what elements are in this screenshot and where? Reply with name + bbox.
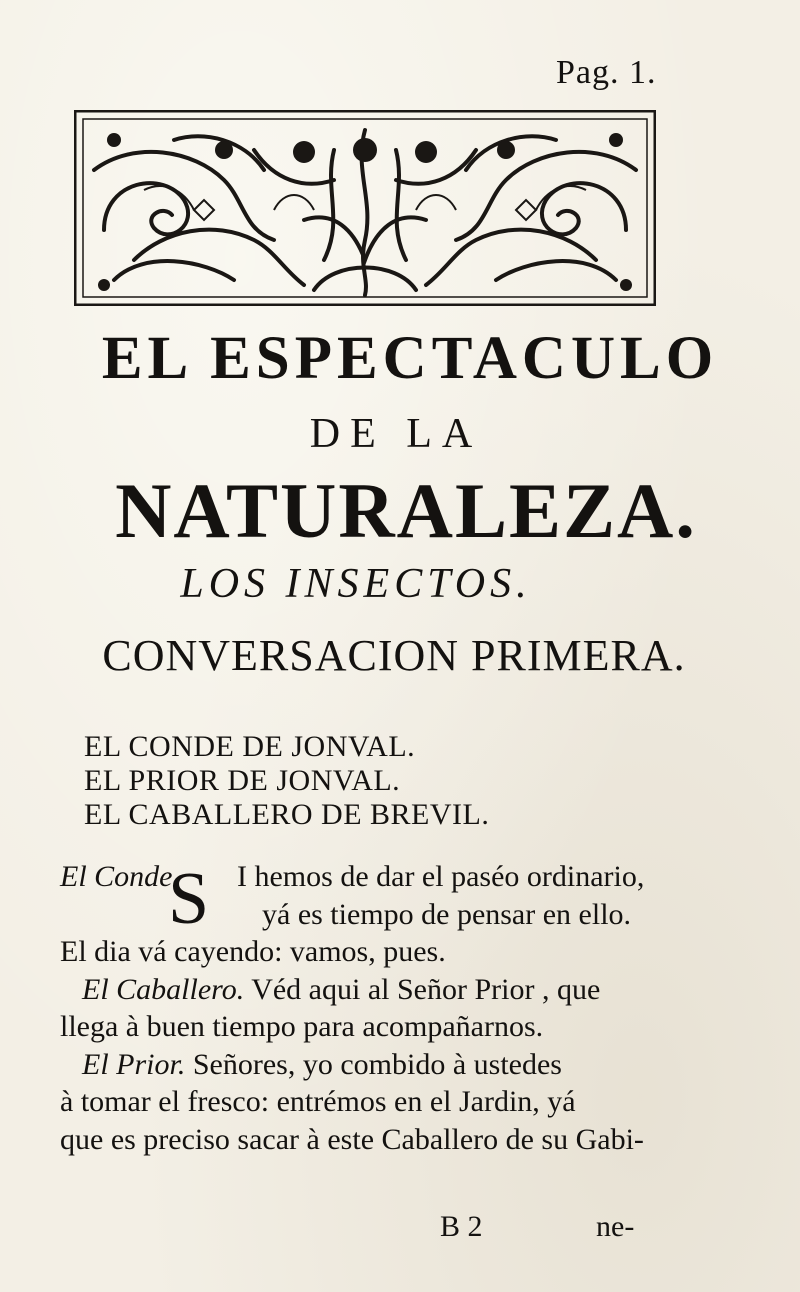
subtitle-insectos: LOS INSECTOS.	[180, 561, 532, 607]
speaker-item: EL CABALLERO DE BREVIL.	[84, 798, 490, 831]
text-line: llega à buen tiempo para acompañarnos.	[60, 1010, 544, 1043]
text-line: yá es tiempo de pensar en ello.	[262, 897, 632, 931]
speaker-list	[84, 730, 489, 832]
text-line: à tomar el fresco: entrémos en el Jardin, yá	[60, 1085, 576, 1118]
page-number: Pag. 1.	[556, 54, 657, 91]
role-caballero: El Caballero.	[82, 972, 245, 1006]
speaker-item: EL CONDE DE JONVAL.	[84, 730, 416, 763]
role-prior: El Prior.	[82, 1047, 186, 1081]
text-span: Señores, yo combido à ustedes	[192, 1047, 562, 1081]
title-line-naturaleza: NATURALEZA.	[115, 467, 697, 554]
speaker-item: EL PRIOR DE JONVAL.	[84, 764, 401, 797]
catchword: ne-	[596, 1210, 635, 1243]
dialogue-text	[60, 858, 660, 1158]
drop-cap: S	[168, 858, 210, 940]
text-line	[60, 971, 660, 1009]
text-line	[60, 1046, 660, 1084]
text-span: Véd aqui al Señor Prior , que	[251, 972, 601, 1006]
title-line-de-la: DE LA	[309, 411, 483, 457]
ornamental-headpiece	[74, 110, 656, 306]
section-heading: CONVERSACION PRIMERA.	[102, 631, 686, 680]
title-line-espectaculo: EL ESPECTACULO	[101, 325, 719, 392]
text-line: que es preciso sacar à este Caballero de su Gabi-	[60, 1122, 644, 1156]
signature-mark: B 2	[440, 1210, 483, 1243]
text-line	[60, 858, 660, 896]
text-span: I hemos de dar el paséo ordinario,	[237, 860, 645, 893]
role-conde: El Conde.	[60, 860, 180, 893]
text-line: El dia vá cayendo: vamos, pues.	[60, 935, 446, 968]
